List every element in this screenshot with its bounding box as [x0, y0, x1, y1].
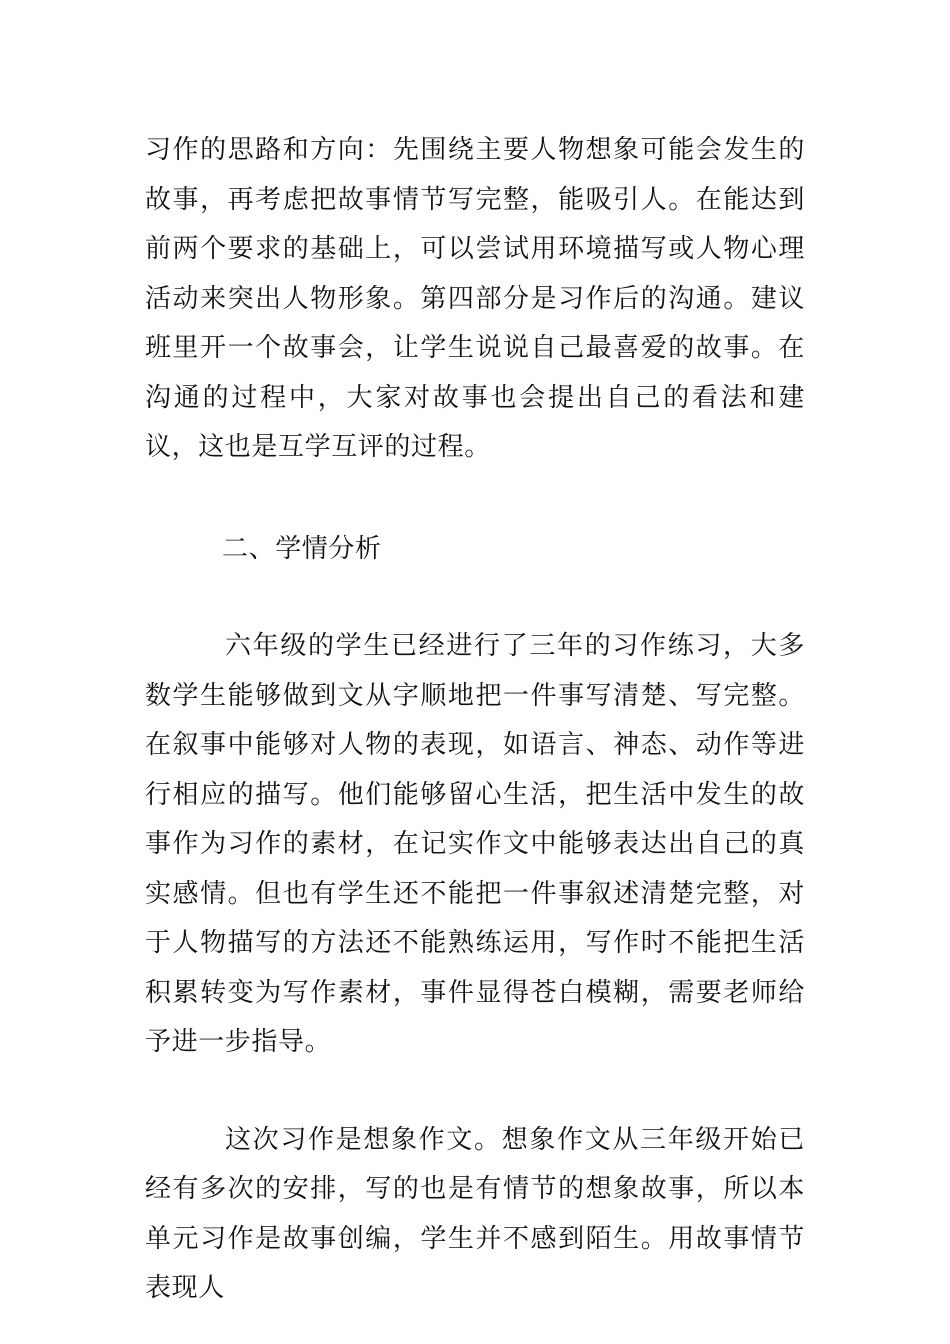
document-page — [145, 126, 805, 1314]
paragraph-spacer — [145, 473, 805, 525]
body-paragraph-student-analysis: 六年级的学生已经进行了三年的习作练习，大多数学生能够做到文从字顺地把一件事写清楚、写完整。在叙事中能够对人物的表现，如语言、神态、动作等进行相应的描写。他们能够留心生活，把生活中发生的故事作为习作的素材，在记实作文中能够表达出自己的真实感情。但也有学生还不能把一件事叙述清楚完整，对于人物描写的方法还不能熟练运用，写作时不能把生活积累转变为写作素材，事件显得苍白模糊，需要老师给予进一步指导。 — [145, 631, 805, 1057]
body-paragraph-continuation: 习作的思路和方向：先围绕主要人物想象可能会发生的故事，再考虑把故事情节写完整，能吸引人。在能达到前两个要求的基础上，可以尝试用环境描写或人物心理活动来突出人物形象。第四部分是习作后的沟通。建议班里开一个故事会，让学生说说自己最喜爱的故事。在沟通的过程中，大家对故事也会提出自己的看法和建议，这也是互学互评的过程。 — [145, 135, 805, 462]
section-heading-learning-analysis: 二、学情分析 — [222, 533, 382, 564]
body-paragraph-imagination-writing: 这次习作是想象作文。想象作文从三年级开始已经有多次的安排，写的也是有情节的想象故事，所以本单元习作是故事创编，学生并不感到陌生。用故事情节表现人 — [145, 1124, 805, 1303]
paragraph-spacer — [145, 574, 805, 622]
paragraph-spacer — [145, 1068, 805, 1116]
